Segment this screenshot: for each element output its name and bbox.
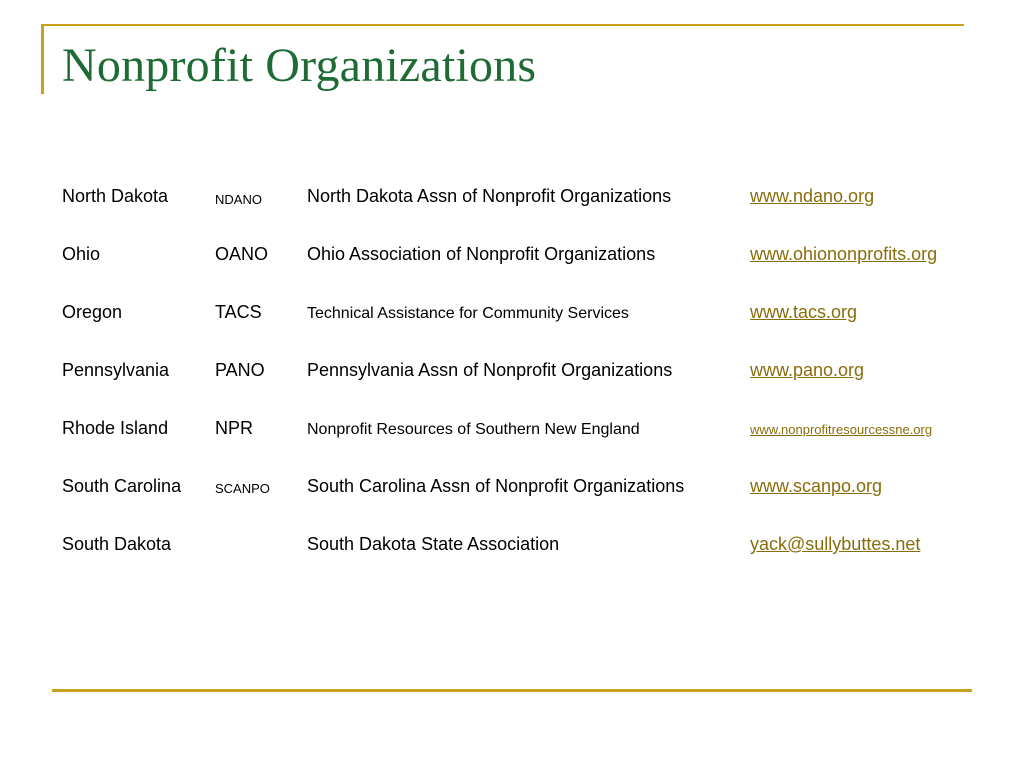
org-link[interactable]: www.ohiononprofits.org bbox=[750, 244, 938, 264]
state-cell: Pennsylvania bbox=[62, 360, 170, 380]
org-link[interactable]: www.nonprofitresourcessne.org bbox=[750, 422, 933, 437]
abbr-cell: PANO bbox=[215, 360, 265, 380]
table-row bbox=[62, 358, 972, 416]
org-name-cell: North Dakota Assn of Nonprofit Organizations bbox=[307, 186, 672, 206]
accent-line-bottom bbox=[52, 689, 972, 692]
abbr-cell: TACS bbox=[215, 302, 262, 322]
org-name-cell: South Dakota State Association bbox=[307, 534, 560, 554]
org-name-cell: Technical Assistance for Community Services bbox=[307, 305, 629, 322]
org-link[interactable]: www.scanpo.org bbox=[750, 476, 883, 496]
table-row bbox=[62, 184, 972, 242]
abbr-cell: NDANO bbox=[215, 192, 262, 207]
state-cell: South Dakota bbox=[62, 534, 172, 554]
org-link[interactable]: www.tacs.org bbox=[750, 302, 858, 322]
accent-line-vertical bbox=[41, 24, 44, 94]
state-cell: Rhode Island bbox=[62, 418, 169, 438]
org-link[interactable]: www.ndano.org bbox=[750, 186, 875, 206]
state-cell: Ohio bbox=[62, 244, 101, 264]
org-link[interactable]: yack@sullybuttes.net bbox=[750, 534, 921, 554]
abbr-cell: SCANPO bbox=[215, 481, 270, 496]
table-row bbox=[62, 474, 972, 532]
state-cell: Oregon bbox=[62, 302, 123, 322]
table-row bbox=[62, 242, 972, 300]
org-name-cell: Ohio Association of Nonprofit Organizations bbox=[307, 244, 656, 264]
accent-line-top bbox=[41, 24, 964, 26]
abbr-cell: NPR bbox=[215, 418, 254, 438]
org-name-cell: South Carolina Assn of Nonprofit Organizations bbox=[307, 476, 685, 496]
table-row bbox=[62, 416, 972, 474]
org-name-cell: Pennsylvania Assn of Nonprofit Organizations bbox=[307, 360, 673, 380]
slide-title: Nonprofit Organizations bbox=[62, 39, 537, 92]
table-row bbox=[62, 300, 972, 358]
organizations-table bbox=[62, 184, 972, 590]
table-row bbox=[62, 532, 972, 590]
org-name-cell: Nonprofit Resources of Southern New England bbox=[307, 421, 640, 438]
state-cell: South Carolina bbox=[62, 476, 182, 496]
state-cell: North Dakota bbox=[62, 186, 169, 206]
org-link[interactable]: www.pano.org bbox=[750, 360, 865, 380]
abbr-cell: OANO bbox=[215, 244, 269, 264]
